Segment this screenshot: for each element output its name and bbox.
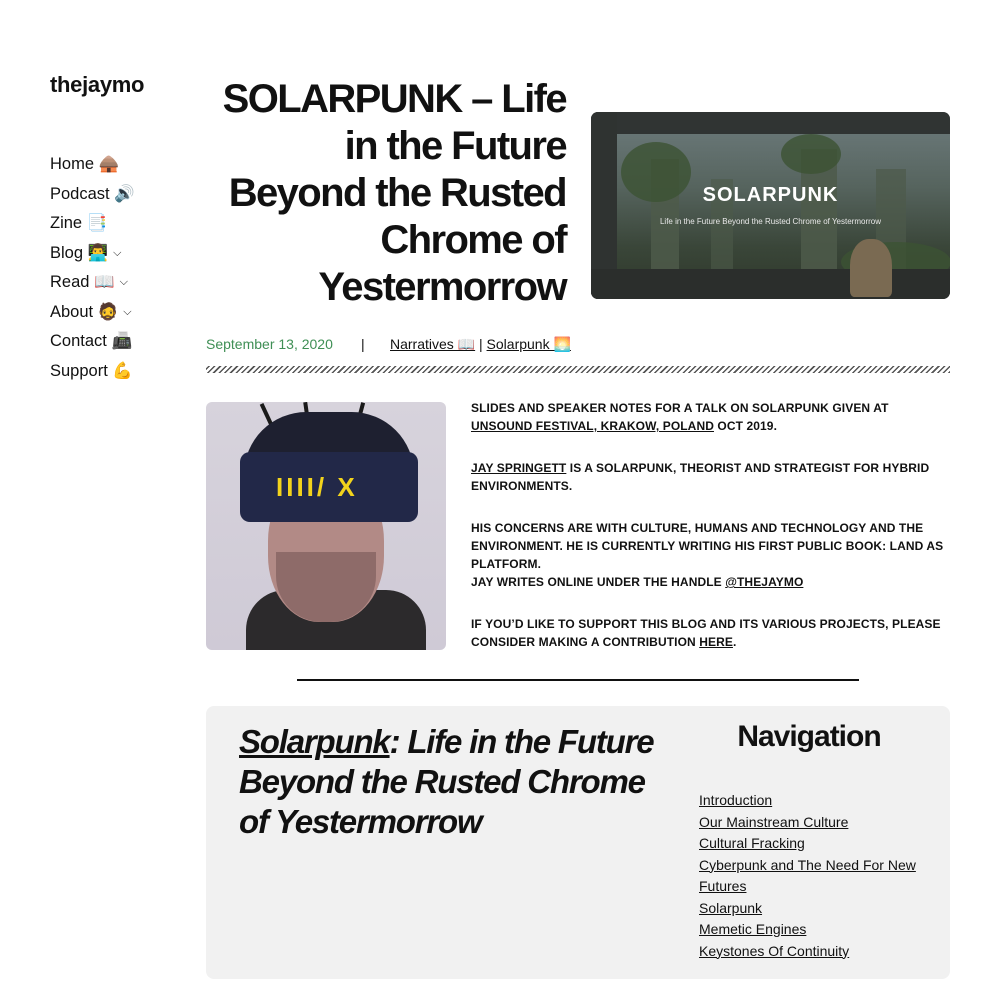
toc-link[interactable]: Solarpunk: [699, 899, 763, 916]
nav-item-label[interactable]: Blog 👨‍💻: [50, 243, 109, 262]
nav-item-podcast[interactable]: [50, 180, 135, 210]
link-unsound-festival[interactable]: UNSOUND FESTIVAL, KRAKOW, POLAND: [471, 419, 714, 433]
post-categories: [390, 336, 571, 353]
toc-item[interactable]: [699, 941, 929, 963]
nav-item-support[interactable]: [50, 357, 135, 387]
chevron-down-icon[interactable]: ⌵: [113, 246, 122, 259]
horizontal-rule: [297, 679, 859, 681]
bio-text: JAY WRITES ONLINE UNDER THE HANDLE: [471, 575, 726, 589]
toc-item[interactable]: [699, 919, 929, 941]
navigation-heading: Navigation: [737, 720, 881, 753]
link-contribution[interactable]: HERE: [699, 635, 733, 649]
toc-link[interactable]: Memetic Engines: [699, 921, 807, 937]
bio-text: SLIDES AND SPEAKER NOTES FOR A TALK ON SOLARPUNK GIVEN AT: [471, 401, 889, 415]
toc-link[interactable]: Keystones Of Continuity: [699, 942, 850, 959]
hero-frame-top: [591, 112, 950, 134]
category-link-narratives[interactable]: Narratives 📖: [390, 336, 476, 352]
nav-item-label[interactable]: Support 💪: [50, 361, 133, 380]
chevron-down-icon[interactable]: ⌵: [123, 305, 132, 318]
category-link-solarpunk[interactable]: Solarpunk 🌅: [486, 336, 571, 352]
toc-item[interactable]: [699, 833, 929, 855]
nav-item-label[interactable]: Home 🛖: [50, 155, 120, 174]
toc-item[interactable]: [699, 790, 929, 812]
hero-foliage: [781, 134, 841, 174]
bio-text: IF YOU’D LIKE TO SUPPORT THIS BLOG AND ITS VARIOUS PROJECTS, PLEASE CONSIDER MAKING A CONTRIBUTION: [471, 617, 941, 649]
hero-subtitle: Life in the Future Beyond the Rusted Chrome of Yestermorrow: [659, 217, 881, 226]
bio-text: OCT 2019.: [713, 419, 778, 433]
bio-text: IS A SOLARPUNK, THEORIST AND STRATEGIST FOR HYBRID ENVIRONMENTS.: [471, 461, 930, 493]
category-separator: |: [475, 336, 487, 352]
toc-item[interactable]: [699, 812, 929, 834]
talk-title-link[interactable]: Solarpunk: [239, 723, 390, 760]
nav-item-zine[interactable]: [50, 209, 135, 239]
nav-item-read[interactable]: [50, 268, 135, 298]
toc-list: [699, 790, 929, 962]
diagonal-stripe-divider: [206, 366, 950, 373]
nav-item-label[interactable]: Read 📖: [50, 273, 115, 292]
table-of-contents-box: [206, 706, 950, 979]
site-title[interactable]: thejaymo: [50, 72, 145, 97]
meta-separator: |: [361, 336, 365, 352]
toc-item[interactable]: [699, 898, 929, 920]
bio-text: .: [732, 635, 737, 649]
link-jay-springett[interactable]: JAY SPRINGETT: [471, 461, 567, 475]
nav-item-contact[interactable]: [50, 327, 135, 357]
nav-item-label[interactable]: About 🧔: [50, 302, 119, 321]
hero-rock: [850, 239, 892, 297]
author-bio: [471, 399, 951, 675]
bio-paragraph: [471, 399, 951, 435]
hero-title: SOLARPUNK: [702, 184, 839, 206]
toc-link[interactable]: Cyberpunk and The Need For New Futures: [699, 856, 916, 894]
bio-paragraph: [471, 519, 951, 591]
hero-frame-bottom: [591, 269, 950, 299]
nav-item-label[interactable]: Contact 📠: [50, 332, 132, 351]
toc-link[interactable]: Introduction: [699, 792, 773, 808]
nav-item-label[interactable]: Zine 📑: [50, 214, 108, 233]
bio-paragraph: [471, 615, 951, 651]
chevron-down-icon[interactable]: ⌵: [119, 276, 128, 289]
toc-link[interactable]: Our Mainstream Culture: [699, 813, 849, 830]
nav-item-home[interactable]: [50, 150, 135, 180]
hero-image: [591, 112, 950, 299]
bio-text: HIS CONCERNS ARE WITH CULTURE, HUMANS AND TECHNOLOGY AND THE ENVIRONMENT. HE IS CURRENTLY WRITING HIS FIRST PUBLIC BOOK: LAND AS PLATFORM.: [471, 521, 944, 571]
link-thejaymo-handle[interactable]: @THEJAYMO: [725, 575, 804, 589]
nav-item-label[interactable]: Podcast 🔊: [50, 184, 135, 203]
author-portrait: [206, 402, 446, 650]
talk-title-rest: : Life in the Future Beyond the Rusted Chrome of Yestermorrow: [239, 723, 654, 840]
toc-item[interactable]: [699, 855, 929, 898]
talk-title: [239, 722, 679, 842]
post-date[interactable]: September 13, 2020: [206, 336, 333, 352]
post-title: SOLARPUNK – Life in the Future Beyond the Rusted Chrome of Yestermorrow: [222, 77, 566, 309]
nav-item-about[interactable]: [50, 298, 135, 328]
main-nav: [50, 150, 135, 386]
nav-item-blog[interactable]: [50, 239, 135, 269]
toc-link[interactable]: Cultural Fracking: [699, 835, 805, 851]
portrait-visor-glyphs: IIII/ X: [276, 472, 358, 502]
bio-paragraph: [471, 459, 951, 495]
